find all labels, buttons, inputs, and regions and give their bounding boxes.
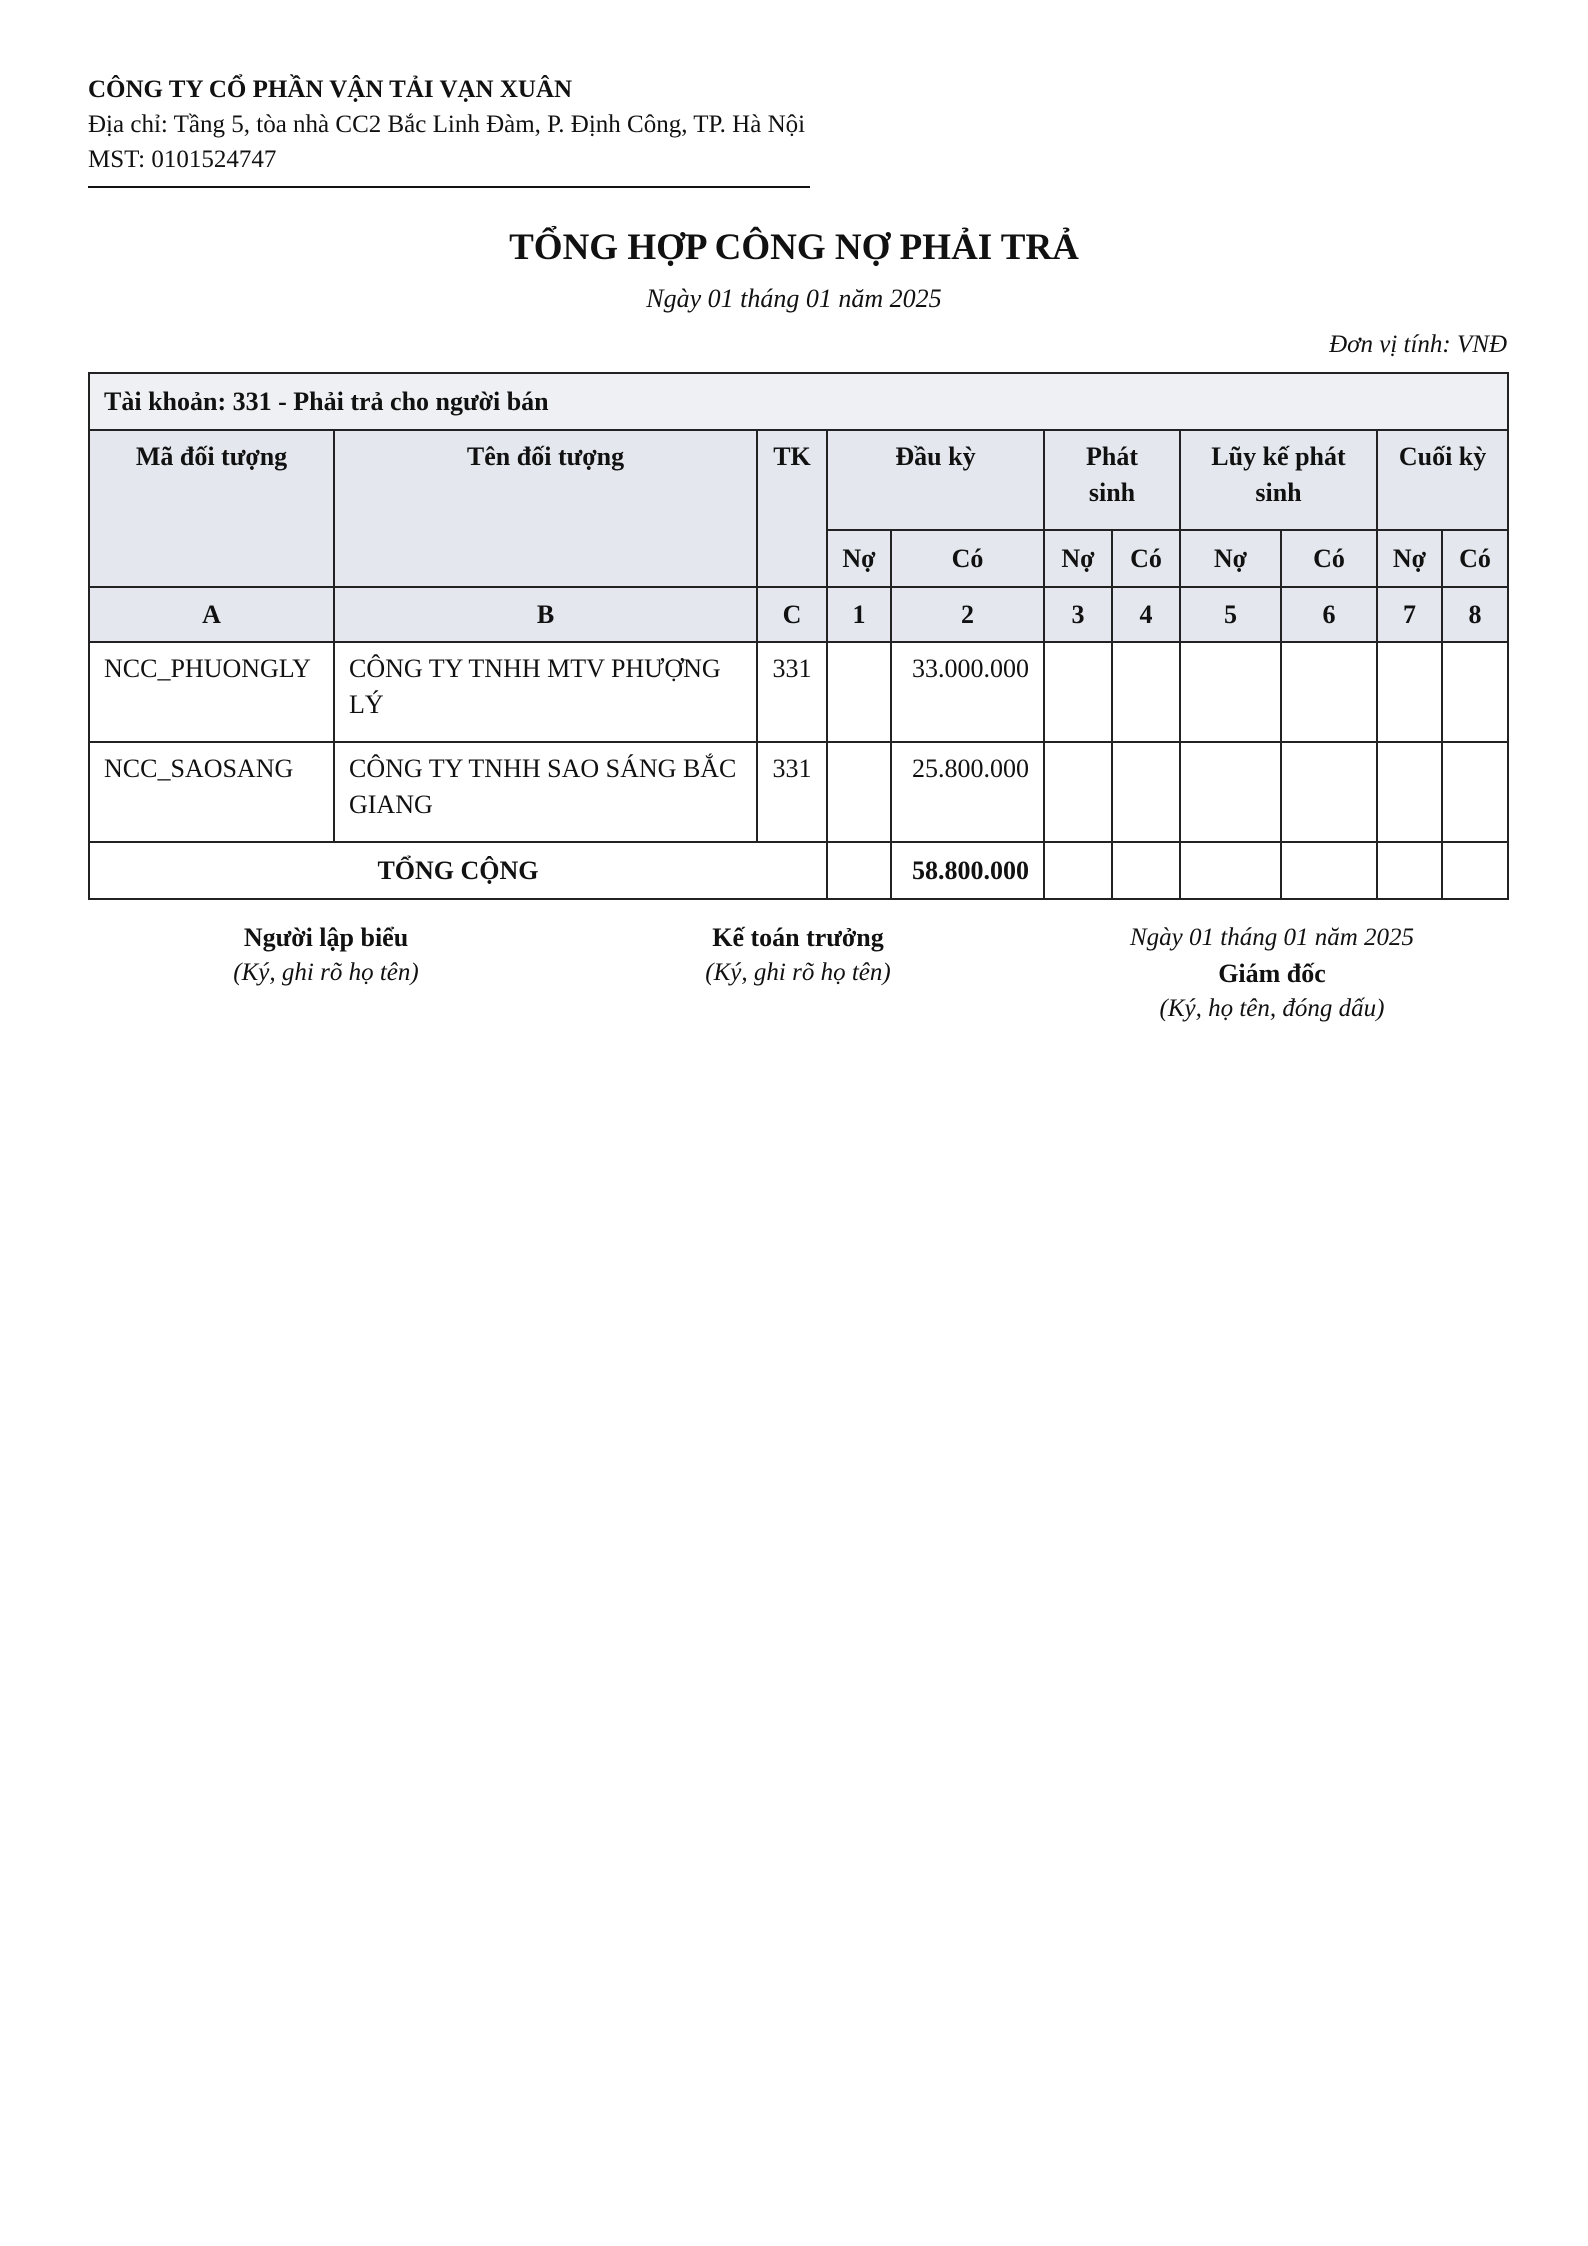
preparer-signature (166, 920, 486, 990)
company-name: CÔNG TY CỔ PHẦN VẬN TẢI VẠN XUÂN (88, 76, 573, 103)
total-opening-credit: 58.800.000 (891, 842, 1044, 899)
total-cumulative-credit (1281, 842, 1377, 899)
payables-table (88, 372, 1509, 900)
cumulative-debit (1180, 642, 1281, 742)
index-cell: C (757, 587, 827, 642)
chief-accountant-signature (638, 920, 958, 990)
index-cell: 6 (1281, 587, 1377, 642)
opening-credit: 25.800.000 (891, 742, 1044, 842)
cumulative-credit (1281, 642, 1377, 742)
index-cell: 7 (1377, 587, 1442, 642)
index-cell: A (89, 587, 334, 642)
total-closing-credit (1442, 842, 1508, 899)
report-date: Ngày 01 tháng 01 năm 2025 (646, 284, 942, 313)
header-closing: Cuối kỳ (1377, 430, 1508, 530)
header-divider (88, 186, 810, 188)
table-row (89, 642, 1508, 742)
closing-debit (1377, 642, 1442, 742)
preparer-note: (Ký, ghi rõ họ tên) (233, 959, 419, 986)
index-cell: B (334, 587, 757, 642)
account-label: Tài khoản: 331 - Phải trả cho người bán (89, 373, 1508, 430)
header-arising-credit: Có (1112, 530, 1180, 587)
cumulative-credit (1281, 742, 1377, 842)
header-cumulative-credit: Có (1281, 530, 1377, 587)
header-opening-credit: Có (891, 530, 1044, 587)
header-closing-debit: Nợ (1377, 530, 1442, 587)
header-name: Tên đối tượng (334, 430, 757, 587)
table-row (89, 742, 1508, 842)
closing-debit (1377, 742, 1442, 842)
company-header (88, 72, 810, 177)
total-cumulative-debit (1180, 842, 1281, 899)
report-title: TỔNG HỢP CÔNG NỢ PHẢI TRẢ (509, 227, 1079, 268)
index-cell: 1 (827, 587, 891, 642)
director-role: Giám đốc (1218, 959, 1326, 988)
header-code: Mã đối tượng (89, 430, 334, 587)
vendor-account: 331 (757, 742, 827, 842)
header-opening: Đầu kỳ (827, 430, 1044, 530)
opening-debit (827, 742, 891, 842)
total-closing-debit (1377, 842, 1442, 899)
opening-debit (827, 642, 891, 742)
cumulative-debit (1180, 742, 1281, 842)
company-tax-code: MST: 0101524747 (88, 146, 277, 173)
header-cumulative: Lũy kế phát sinh (1180, 430, 1377, 530)
company-address: Địa chỉ: Tầng 5, tòa nhà CC2 Bắc Linh Đàm, P. Định Công, TP. Hà Nội (88, 111, 806, 138)
arising-credit (1112, 742, 1180, 842)
director-date: Ngày 01 tháng 01 năm 2025 (1129, 924, 1415, 951)
header-account: TK (757, 430, 827, 587)
vendor-name: CÔNG TY TNHH SAO SÁNG BẮC GIANG (334, 742, 757, 842)
index-cell: 2 (891, 587, 1044, 642)
chief-accountant-role: Kế toán trưởng (712, 923, 884, 952)
index-cell: 3 (1044, 587, 1112, 642)
director-signature (1082, 920, 1462, 1026)
chief-accountant-note: (Ký, ghi rõ họ tên) (705, 959, 891, 986)
index-cell: 4 (1112, 587, 1180, 642)
director-note: (Ký, họ tên, đóng dấu) (1159, 995, 1385, 1022)
vendor-account: 331 (757, 642, 827, 742)
closing-credit (1442, 742, 1508, 842)
header-cumulative-debit: Nợ (1180, 530, 1281, 587)
arising-credit (1112, 642, 1180, 742)
total-label: TỔNG CỘNG (89, 842, 827, 899)
header-arising-debit: Nợ (1044, 530, 1112, 587)
vendor-code: NCC_PHUONGLY (89, 642, 334, 742)
total-arising-credit (1112, 842, 1180, 899)
header-closing-credit: Có (1442, 530, 1508, 587)
total-row (89, 842, 1508, 899)
vendor-name: CÔNG TY TNHH MTV PHƯỢNG LÝ (334, 642, 757, 742)
arising-debit (1044, 642, 1112, 742)
total-arising-debit (1044, 842, 1112, 899)
arising-debit (1044, 742, 1112, 842)
index-cell: 5 (1180, 587, 1281, 642)
index-cell: 8 (1442, 587, 1508, 642)
header-arising: Phát sinh (1044, 430, 1180, 530)
currency-unit: Đơn vị tính: VNĐ (1329, 331, 1507, 358)
preparer-role: Người lập biểu (243, 923, 409, 952)
closing-credit (1442, 642, 1508, 742)
total-opening-debit (827, 842, 891, 899)
opening-credit: 33.000.000 (891, 642, 1044, 742)
header-opening-debit: Nợ (827, 530, 891, 587)
vendor-code: NCC_SAOSANG (89, 742, 334, 842)
